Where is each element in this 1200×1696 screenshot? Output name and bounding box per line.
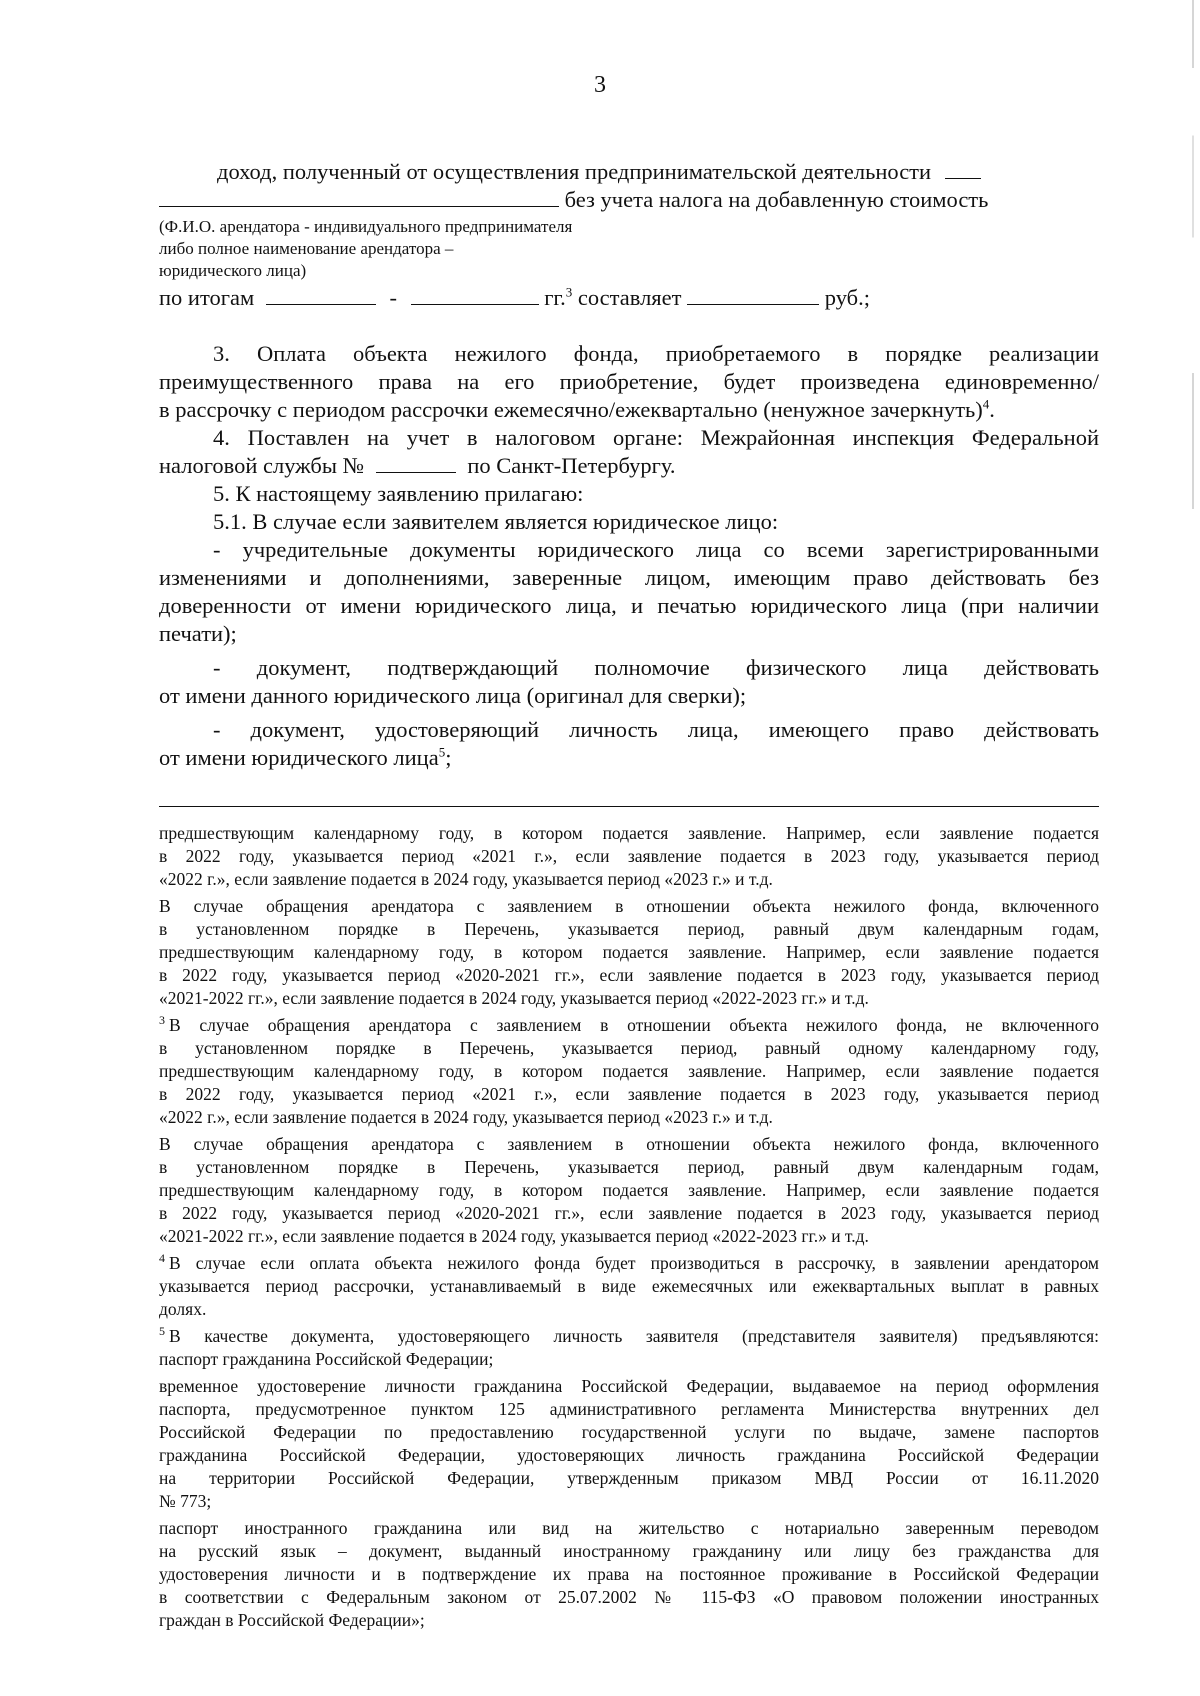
footnote-line: [159, 1106, 1099, 1129]
income-line-2: [159, 186, 1099, 214]
income-text: доход, полученный от осуществления предпринимательской деятельности: [217, 159, 932, 184]
footnote-paragraph: [159, 1133, 1099, 1248]
section-4-line-2: [159, 452, 1099, 480]
footnote-ref-3: 3: [565, 284, 573, 300]
footnote-text: предшествующим календарному году, в котором подается заявление. Например, если заявление подается: [159, 1180, 1099, 1200]
footnote-line: [159, 1325, 1099, 1348]
results-line: [159, 284, 1099, 312]
footnote-line: [159, 895, 1099, 918]
footnote-line: [159, 1037, 1099, 1060]
footnote-line: [159, 1156, 1099, 1179]
years-label: гг.: [544, 285, 566, 310]
footnote-number: 4: [159, 1251, 165, 1266]
footnote-text: паспорта, предусмотренное пунктом 125 административного регламента Министерства внутренних дел: [159, 1399, 1099, 1419]
footnote-line: [159, 1490, 1099, 1513]
footnote-line: [159, 1609, 1099, 1632]
section-3-line-1: 3. Оплата объекта нежилого фонда, приобретаемого в порядке реализации: [213, 341, 1099, 366]
caption-line-3: юридического лица): [159, 261, 307, 280]
footnote-line: [159, 1467, 1099, 1490]
footnote-text: В случае обращения арендатора с заявлением в отношении объекта нежилого фонда, не включенного: [169, 1015, 1099, 1035]
footnote-line: [159, 1179, 1099, 1202]
footnote-separator: [159, 806, 1099, 807]
section-4: [159, 424, 1099, 480]
item-3-end: ;: [445, 745, 452, 770]
footnote-text: на территории Российской Федерации, утвержденным приказом МВД России от 16.11.2020: [159, 1468, 1099, 1488]
item-3-line-2: [159, 744, 1099, 772]
amount-label: составляет: [577, 285, 682, 310]
footnote-line: [159, 941, 1099, 964]
section-5-1-heading: 5.1. В случае если заявителем является юридическое лицо:: [213, 509, 779, 534]
footnote-text: указывается период рассрочки, устанавливаемый в виде ежемесячных или ежеквартальных выплат в равных: [159, 1276, 1099, 1296]
attachment-item-3: [159, 716, 1099, 772]
vat-text: без учета налога на добавленную стоимость: [564, 187, 989, 212]
item-3-line-1: - документ, удостоверяющий личность лица, имеющего право действовать: [213, 717, 1099, 742]
footnote-text: «2021-2022 гг.», если заявление подается в 2024 году, указывается период «2022-2023 гг.» и т.д.: [159, 988, 869, 1008]
footnote-number: 3: [159, 1013, 165, 1028]
footnote-line: [159, 1133, 1099, 1156]
item-1-line-4: печати);: [159, 621, 237, 646]
footnote-line: [159, 1275, 1099, 1298]
footnote-text: граждан в Российской Федерации»;: [159, 1610, 425, 1630]
footnote-line: [159, 1444, 1099, 1467]
section-4-line-1: 4. Поставлен на учет в налоговом органе: Межрайонная инспекция Федеральной: [213, 425, 1099, 450]
footnote-text: предшествующим календарному году, в котором подается заявление. Например, если заявление подается: [159, 823, 1099, 843]
footnote-text: временное удостоверение личности гражданина Российской Федерации, выдаваемое на период оформления: [159, 1376, 1099, 1396]
caption-line-1: (Ф.И.О. арендатора - индивидуального предпринимателя: [159, 217, 573, 236]
footnote-text: долях.: [159, 1299, 207, 1319]
footnote-line: [159, 1421, 1099, 1444]
section-5: [159, 480, 1099, 772]
section-3-line-2: преимущественного права на его приобретение, будет произведена единовременно/: [159, 369, 1099, 394]
currency-label: руб.;: [824, 285, 870, 310]
section-5-heading: 5. К настоящему заявлению прилагаю:: [213, 481, 584, 506]
footnote-text: В случае обращения арендатора с заявлением в отношении объекта нежилого фонда, включенного: [159, 1134, 1099, 1154]
footnotes: [159, 822, 1099, 1636]
footnote-line: [159, 1540, 1099, 1563]
footnote-line: [159, 1252, 1099, 1275]
page-number: 3: [594, 72, 606, 98]
footnote-text: «2022 г.», если заявление подается в 2024 году, указывается период «2023 г.» и т.д.: [159, 869, 773, 889]
footnote-line: [159, 1398, 1099, 1421]
footnote-paragraph: [159, 895, 1099, 1010]
footnote-text: предшествующим календарному году, в котором подается заявление. Например, если заявление подается: [159, 942, 1099, 962]
footnote-line: [159, 1202, 1099, 1225]
section-3-line-3-text: в рассрочку с периодом рассрочки ежемесячно/ежеквартально (ненужное зачеркнуть): [159, 397, 983, 422]
footnote-ref-4: 4: [982, 396, 990, 412]
footnote-text: В случае если оплата объекта нежилого фонда будет производиться в рассрочку, в заявлении арендатором: [169, 1253, 1099, 1273]
attachment-item-2: [159, 654, 1099, 710]
section-3-end: .: [989, 397, 995, 422]
footnote-text: паспорт иностранного гражданина или вид на жительство с нотариально заверенным переводом: [159, 1518, 1099, 1538]
footnote-text: «2022 г.», если заявление подается в 2024 году, указывается период «2023 г.» и т.д.: [159, 1107, 773, 1127]
footnote-line: [159, 918, 1099, 941]
footnote-line: [159, 1225, 1099, 1248]
footnote-line: [159, 1348, 1099, 1371]
item-2-line-2: от имени данного юридического лица (оригинал для сверки);: [159, 683, 747, 708]
lessee-name-blank: [159, 186, 559, 207]
footnote-text: предшествующим календарному году, в котором подается заявление. Например, если заявление подается: [159, 1061, 1099, 1081]
footnote-ref-5: 5: [438, 744, 446, 760]
footnote-line: [159, 964, 1099, 987]
footnote-line: [159, 1586, 1099, 1609]
scan-edge-artifact: [1192, 0, 1194, 1696]
footnote-text: В случае обращения арендатора с заявлением в отношении объекта нежилого фонда, включенного: [159, 896, 1099, 916]
footnote-paragraph: [159, 1014, 1099, 1129]
footnote-text: в 2022 году, указывается период «2020-2021 гг.», если заявление подается в 2023 году, указывается период: [159, 1203, 1099, 1223]
footnote-line: [159, 845, 1099, 868]
footnote-line: [159, 1517, 1099, 1540]
footnote-line: [159, 1014, 1099, 1037]
footnote-text: Российской Федерации по предоставлению государственной услуги по выдаче, замене паспортов: [159, 1422, 1099, 1442]
section-3: [159, 340, 1099, 424]
footnote-text: гражданина Российской Федерации, удостоверяющих личность гражданина Российской Федерации: [159, 1445, 1099, 1465]
footnote-line: [159, 868, 1099, 891]
period-end-blank: [411, 284, 539, 305]
results-prefix: по итогам: [159, 285, 255, 310]
footnote-text: в установленном порядке в Перечень, указывается период, равный одному календарному году,: [159, 1038, 1099, 1058]
footnote-line: [159, 1375, 1099, 1398]
footnote-text: в 2022 году, указывается период «2021 г.», если заявление подается в 2023 году, указывается период: [159, 846, 1099, 866]
item-1-line-1: - учредительные документы юридического лица со всеми зарегистрированными: [213, 537, 1099, 562]
footnote-line: [159, 987, 1099, 1010]
footnote-text: в установленном порядке в Перечень, указывается период, равный двум календарным годам,: [159, 1157, 1099, 1177]
footnote-text: на русский язык – документ, выданный иностранному гражданину или лицу без гражданства для: [159, 1541, 1099, 1561]
tax-service-suffix: по Санкт-Петербургу.: [467, 453, 676, 478]
income-blank-1: [945, 158, 981, 179]
footnote-line: [159, 1298, 1099, 1321]
lessee-caption: [159, 216, 1099, 282]
footnote-text: № 773;: [159, 1491, 212, 1511]
period-start-blank: [266, 284, 376, 305]
footnote-text: удостоверения личности и в подтверждение их права на постоянное проживание в Российской Федерации: [159, 1564, 1099, 1584]
footnote-text: в установленном порядке в Перечень, указывается период, равный двум календарным годам,: [159, 919, 1099, 939]
footnote-paragraph: [159, 822, 1099, 891]
amount-blank: [687, 284, 819, 305]
footnote-text: в 2022 году, указывается период «2020-2021 гг.», если заявление подается в 2023 году, указывается период: [159, 965, 1099, 985]
item-1-line-3: доверенности от имени юридического лица, и печатью юридического лица (при наличии: [159, 593, 1099, 618]
caption-line-2: либо полное наименование арендатора –: [159, 239, 454, 258]
period-dash: -: [389, 285, 397, 310]
footnote-paragraph: [159, 1325, 1099, 1371]
footnote-line: [159, 822, 1099, 845]
footnote-text: В качестве документа, удостоверяющего личность заявителя (представителя заявителя) предъявляются:: [169, 1326, 1099, 1346]
tax-office-number-blank: [376, 452, 456, 473]
footnote-line: [159, 1083, 1099, 1106]
item-1-line-2: изменениями и дополнениями, заверенные лицом, имеющим право действовать без: [159, 565, 1099, 590]
footnote-text: «2021-2022 гг.», если заявление подается в 2024 году, указывается период «2022-2023 гг.» и т.д.: [159, 1226, 869, 1246]
income-line-1: [159, 158, 1099, 186]
footnote-text: в 2022 году, указывается период «2021 г.», если заявление подается в 2023 году, указывается период: [159, 1084, 1099, 1104]
item-3-line-2-text: от имени юридического лица: [159, 745, 439, 770]
attachment-item-1: [159, 536, 1099, 648]
tax-service-prefix: налоговой службы №: [159, 453, 365, 478]
footnote-paragraph: [159, 1252, 1099, 1321]
footnote-number: 5: [159, 1324, 165, 1339]
section-3-line-3: [159, 396, 1099, 424]
footnote-paragraph: [159, 1517, 1099, 1632]
footnote-paragraph: [159, 1375, 1099, 1513]
footnote-text: в соответствии с Федеральным законом от 25.07.2002 № 115-ФЗ «О правовом положении иностранных: [159, 1587, 1099, 1607]
income-declaration: [159, 158, 1099, 312]
footnote-text: паспорт гражданина Российской Федерации;: [159, 1349, 494, 1369]
footnote-line: [159, 1563, 1099, 1586]
footnote-line: [159, 1060, 1099, 1083]
item-2-line-1: - документ, подтверждающий полномочие физического лица действовать: [213, 655, 1099, 680]
